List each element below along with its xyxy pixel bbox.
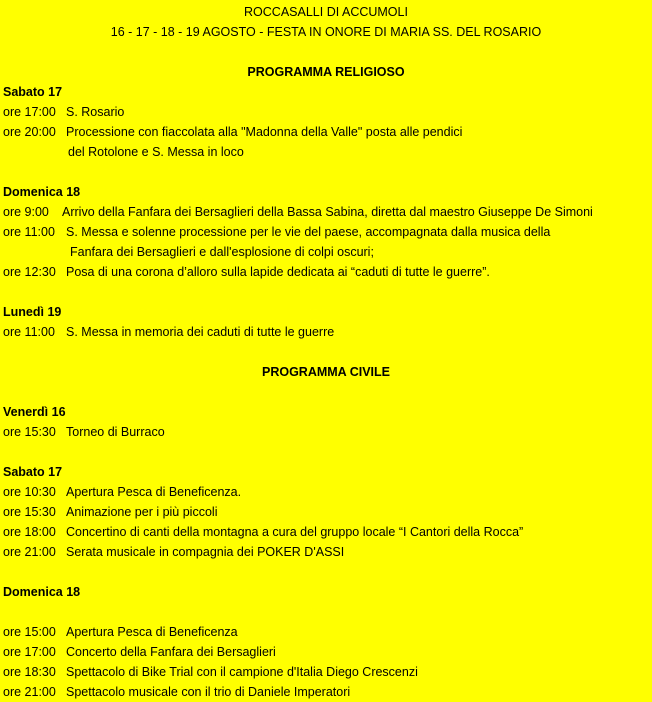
event-time: ore 15:30: [3, 425, 56, 439]
event-time: ore 9:00: [3, 205, 49, 219]
event-time: ore 21:00: [3, 545, 56, 559]
event-time: ore 17:00: [3, 105, 56, 119]
event-text: Apertura Pesca di Beneficenza.: [66, 485, 242, 499]
event-time: ore 12:30: [3, 265, 56, 279]
event-continuation: [0, 142, 652, 162]
day-label: Domenica 18: [3, 185, 81, 199]
event-text: Arrivo della Fanfara dei Bersaglieri della Bassa Sabina, diretta dal maestro Giuseppe De Simoni: [62, 205, 593, 219]
event-time: ore 18:30: [3, 665, 56, 679]
event-row: [0, 622, 652, 642]
event-text: S. Messa in memoria dei caduti di tutte le guerre: [66, 325, 335, 339]
day-label: Venerdì 16: [3, 405, 66, 419]
event-row: [0, 422, 652, 442]
event-row: [0, 482, 652, 502]
event-time: ore 17:00: [3, 645, 56, 659]
event-text: Animazione per i più piccoli: [66, 505, 218, 519]
event-text: Torneo di Burraco: [66, 425, 165, 439]
event-time: ore 20:00: [3, 125, 56, 139]
day-heading-venerdi: [0, 402, 652, 422]
event-text: Spettacolo di Bike Trial con il campione d'Italia Diego Crescenzi: [66, 665, 418, 679]
day-heading-domenica-religioso: [0, 182, 652, 202]
event-row: [0, 222, 652, 242]
event-time: ore 15:30: [3, 505, 56, 519]
day-label: Domenica 18: [3, 585, 81, 599]
event-row: [0, 502, 652, 522]
day-label: Sabato 17: [3, 85, 63, 99]
day-label: Lunedì 19: [3, 305, 62, 319]
event-time: ore 21:00: [3, 685, 56, 699]
day-heading-lunedi: [0, 302, 652, 322]
event-row: [0, 262, 652, 282]
event-text: Serata musicale in compagnia dei POKER D'ASSI: [66, 545, 345, 559]
event-time: ore 11:00: [3, 225, 55, 239]
religious-program-heading: PROGRAMMA RELIGIOSO: [247, 65, 405, 79]
event-text-continued: Fanfara dei Bersaglieri e dall'esplosione di colpi oscuri;: [70, 245, 374, 259]
event-row: [0, 662, 652, 682]
event-row: [0, 542, 652, 562]
event-text: Concertino di canti della montagna a cura del gruppo locale “I Cantori della Rocca”: [66, 525, 524, 539]
event-text: Posa di una corona d’alloro sulla lapide dedicata ai “caduti di tutte le guerre”.: [66, 265, 490, 279]
event-text: Spettacolo musicale con il trio di Daniele Imperatori: [66, 685, 351, 699]
event-row: [0, 322, 652, 342]
event-time: ore 18:00: [3, 525, 56, 539]
event-time: ore 11:00: [3, 325, 55, 339]
event-time: ore 15:00: [3, 625, 56, 639]
event-continuation: [0, 242, 652, 262]
place-title: ROCCASALLI DI ACCUMOLI: [244, 5, 408, 19]
event-text: Concerto della Fanfara dei Bersaglieri: [66, 645, 276, 659]
day-heading-sabato-civile: [0, 462, 652, 482]
event-row: [0, 202, 652, 222]
festival-dates: 16 - 17 - 18 - 19 AGOSTO - FESTA IN ONORE DI MARIA SS. DEL ROSARIO: [110, 25, 542, 39]
event-time: ore 10:30: [3, 485, 56, 499]
event-text: Apertura Pesca di Beneficenza: [66, 625, 238, 639]
day-heading-sabato-religioso: [0, 82, 652, 102]
event-text: Processione con fiaccolata alla "Madonna della Valle" posta alle pendici: [66, 125, 463, 139]
event-row: [0, 102, 652, 122]
event-text: S. Messa e solenne processione per le vie del paese, accompagnata dalla musica della: [66, 225, 551, 239]
event-row: [0, 522, 652, 542]
event-text-continued: del Rotolone e S. Messa in loco: [68, 145, 244, 159]
event-row: [0, 682, 652, 702]
civil-program-heading: PROGRAMMA CIVILE: [261, 365, 390, 379]
event-row: [0, 642, 652, 662]
day-heading-domenica-civile: [0, 582, 652, 602]
day-label: Sabato 17: [3, 465, 63, 479]
event-row: [0, 122, 652, 142]
event-text: S. Rosario: [66, 105, 125, 119]
